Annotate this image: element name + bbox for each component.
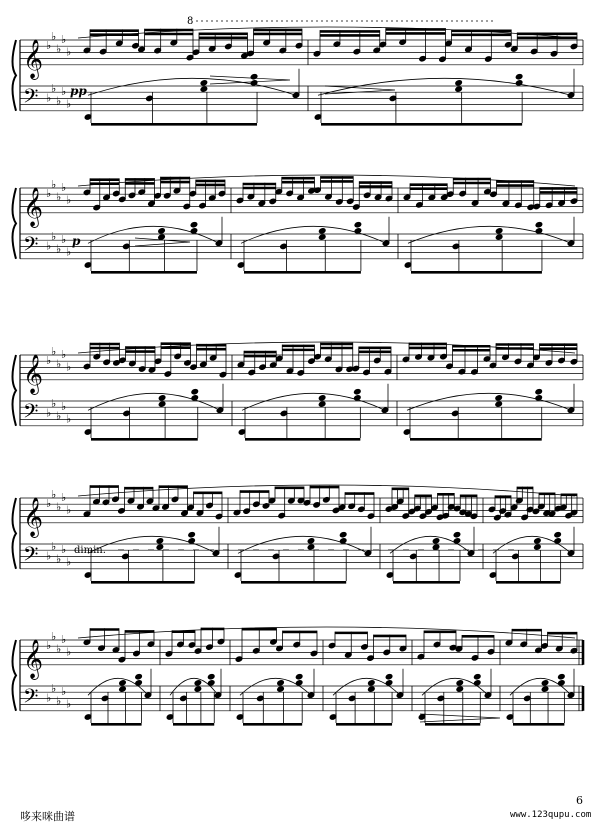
note-head — [119, 686, 127, 693]
note-beam — [243, 187, 276, 190]
note-head — [119, 680, 127, 687]
note-head — [200, 80, 208, 87]
note-beam — [244, 271, 361, 274]
key-signature-flat: ♭ — [51, 82, 57, 96]
note-beam — [411, 271, 542, 274]
note-beam — [540, 191, 577, 194]
note-beam — [425, 723, 480, 726]
key-signature-flat: ♭ — [51, 29, 57, 43]
note-beam — [548, 632, 578, 635]
note-head — [158, 228, 166, 235]
key-signature-flat: ♭ — [56, 357, 62, 371]
note-head — [432, 544, 440, 551]
note-head — [534, 538, 542, 545]
note-head — [368, 686, 376, 693]
note-head — [188, 531, 196, 538]
note-beam — [282, 349, 314, 352]
note-head — [534, 544, 542, 551]
note-beam — [452, 33, 512, 36]
site-url: www.123qupu.com — [510, 810, 592, 820]
key-signature-flat: ♭ — [51, 629, 57, 643]
note-head — [385, 680, 393, 687]
note-beam — [159, 485, 188, 488]
slur — [88, 226, 219, 243]
brace — [13, 640, 17, 711]
note-head — [250, 73, 258, 80]
note-beam — [194, 492, 223, 495]
note-beam — [392, 487, 409, 490]
dynamic-piano: p — [72, 234, 81, 248]
dynamic-pianissimo: pp — [70, 84, 87, 98]
slur — [88, 78, 296, 95]
key-signature-flat: ♭ — [46, 239, 52, 253]
note-head — [495, 395, 503, 402]
note-beam — [91, 581, 195, 584]
ottava-mark: 8 — [187, 16, 194, 27]
note-head — [495, 401, 503, 408]
note-head — [207, 680, 215, 687]
note-beam — [173, 723, 214, 726]
brace — [13, 40, 17, 111]
note-beam — [321, 176, 354, 179]
key-signature-flat: ♭ — [66, 97, 72, 111]
key-signature-flat: ♭ — [46, 691, 52, 705]
key-signature-flat: ♭ — [61, 33, 67, 46]
note-beam — [320, 34, 380, 37]
note-head — [455, 86, 463, 93]
note-beam — [199, 33, 248, 36]
note-head — [207, 673, 215, 680]
key-signature-flat: ♭ — [51, 397, 57, 411]
note-head — [368, 680, 376, 687]
note-beam — [359, 351, 391, 354]
slur — [318, 78, 571, 95]
note-beam — [359, 347, 391, 350]
note-head — [135, 673, 143, 680]
note-head — [194, 686, 202, 693]
note-beam — [282, 177, 315, 180]
note-head — [194, 680, 202, 687]
key-signature-flat: ♭ — [66, 697, 72, 711]
note-beam — [410, 187, 447, 190]
note-beam — [254, 33, 303, 36]
note-head — [200, 86, 208, 93]
note-beam — [359, 181, 392, 184]
note-head — [473, 673, 481, 680]
note-beam — [335, 632, 368, 635]
note-beam — [91, 723, 142, 726]
note-beam — [393, 581, 460, 584]
note-beam — [453, 182, 490, 185]
note-head — [191, 388, 199, 395]
note-head — [495, 234, 503, 241]
note-beam — [320, 30, 380, 33]
note-beam — [512, 629, 542, 632]
key-signature-flat: ♭ — [46, 187, 52, 201]
decrescendo-hairpin — [325, 86, 395, 94]
note-head — [455, 80, 463, 87]
key-signature-flat: ♭ — [61, 233, 67, 247]
note-beam — [282, 345, 314, 348]
note-beam — [90, 178, 119, 181]
note-beam — [275, 487, 304, 490]
key-signature-flat: ♭ — [56, 242, 62, 256]
key-signature-flat: ♭ — [61, 491, 67, 504]
diminuendo-text: dimin. — [74, 545, 106, 556]
note-head — [135, 680, 143, 687]
treble-clef-icon: 𝄞 — [23, 638, 44, 679]
note-head — [456, 680, 464, 687]
note-beam — [496, 343, 534, 346]
key-signature-flat: ♭ — [51, 487, 57, 501]
key-signature-flat: ♭ — [46, 39, 52, 53]
note-head — [156, 538, 164, 545]
key-signature-flat: ♭ — [66, 45, 72, 59]
slur — [407, 393, 571, 410]
key-signature-flat: ♭ — [61, 400, 67, 414]
note-head — [515, 80, 523, 87]
note-head — [385, 673, 393, 680]
treble-clef-icon: 𝄞 — [23, 38, 44, 79]
slur — [241, 226, 386, 243]
note-beam — [540, 187, 577, 190]
note-beam — [199, 37, 248, 40]
key-signature-flat: ♭ — [66, 360, 72, 374]
note-head — [473, 680, 481, 687]
note-beam — [336, 723, 392, 726]
key-signature-flat: ♭ — [66, 193, 72, 207]
key-signature-flat: ♭ — [61, 543, 67, 557]
treble-clef-icon: 𝄞 — [23, 496, 44, 537]
note-beam — [91, 123, 257, 126]
note-beam — [496, 581, 561, 584]
key-signature-flat: ♭ — [51, 344, 57, 358]
key-signature-flat: ♭ — [66, 645, 72, 659]
note-head — [158, 234, 166, 241]
note-beam — [495, 495, 511, 498]
brace — [13, 188, 17, 259]
key-signature-flat: ♭ — [46, 354, 52, 368]
note-head — [541, 680, 549, 687]
key-signature-flat: ♭ — [66, 412, 72, 426]
key-signature-flat: ♭ — [51, 177, 57, 191]
note-beam — [540, 347, 578, 350]
key-signature-flat: ♭ — [61, 181, 67, 194]
note-head — [318, 395, 326, 402]
note-beam — [243, 183, 276, 186]
note-beam — [374, 635, 407, 638]
note-beam — [244, 355, 276, 358]
key-signature-flat: ♭ — [56, 190, 62, 204]
key-signature-flat: ♭ — [56, 694, 62, 708]
key-signature-flat: ♭ — [56, 409, 62, 423]
note-head — [554, 531, 562, 538]
note-head — [158, 395, 166, 402]
note-beam — [410, 438, 542, 441]
note-beam — [283, 631, 318, 634]
bass-clef-icon: 𝄢 — [23, 684, 39, 713]
key-signature-flat: ♭ — [61, 633, 67, 646]
slur — [408, 226, 571, 243]
bass-clef-icon: 𝄢 — [23, 399, 39, 428]
note-beam — [321, 123, 522, 126]
note-beam — [197, 348, 227, 351]
note-beam — [386, 32, 446, 35]
note-beam — [415, 495, 432, 498]
note-beam — [145, 33, 194, 36]
note-beam — [410, 183, 447, 186]
note-beam — [161, 181, 190, 184]
note-beam — [424, 631, 456, 634]
key-signature-flat: ♭ — [56, 642, 62, 656]
key-signature-flat: ♭ — [46, 91, 52, 105]
slur — [242, 393, 385, 410]
note-head — [535, 221, 543, 228]
note-beam — [409, 347, 447, 350]
note-head — [495, 228, 503, 235]
note-beam — [460, 494, 477, 497]
treble-clef-icon: 𝄞 — [23, 353, 44, 394]
note-beam — [243, 723, 302, 726]
note-head — [535, 388, 543, 395]
note-beam — [282, 181, 315, 184]
key-signature-flat: ♭ — [56, 552, 62, 566]
note-beam — [517, 487, 533, 490]
key-signature-flat: ♭ — [66, 245, 72, 259]
note-beam — [254, 29, 303, 32]
key-signature-flat: ♭ — [46, 406, 52, 420]
note-beam — [321, 343, 353, 346]
note-head — [156, 544, 164, 551]
note-beam — [513, 723, 564, 726]
note-head — [295, 680, 303, 687]
note-beam — [321, 180, 354, 183]
note-beam — [90, 29, 139, 32]
key-signature-flat: ♭ — [51, 230, 57, 244]
note-head — [318, 234, 326, 241]
note-beam — [453, 349, 491, 352]
note-head — [158, 401, 166, 408]
note-head — [307, 538, 315, 545]
key-signature-flat: ♭ — [51, 540, 57, 554]
note-head — [307, 544, 315, 551]
note-beam — [90, 628, 119, 631]
note-head — [456, 686, 464, 693]
note-head — [277, 686, 285, 693]
note-head — [295, 673, 303, 680]
bass-clef-icon: 𝄢 — [23, 84, 39, 113]
note-beam — [540, 343, 578, 346]
note-beam — [438, 493, 455, 496]
site-name: 哆来咪曲谱 — [20, 810, 75, 823]
note-beam — [240, 490, 269, 493]
slur — [88, 393, 220, 410]
note-beam — [345, 492, 374, 495]
note-beam — [126, 350, 156, 353]
note-head — [277, 680, 285, 687]
decrescendo-hairpin — [420, 714, 500, 722]
note-head — [318, 401, 326, 408]
note-head — [453, 531, 461, 538]
note-beam — [90, 347, 120, 350]
slur — [88, 536, 216, 553]
key-signature-flat: ♭ — [66, 503, 72, 517]
key-signature-flat: ♭ — [61, 348, 67, 361]
note-beam — [462, 635, 494, 638]
key-signature-flat: ♭ — [66, 555, 72, 569]
note-head — [190, 221, 198, 228]
slur — [78, 627, 575, 638]
note-beam — [244, 351, 276, 354]
note-head — [558, 673, 566, 680]
note-beam — [359, 185, 392, 188]
note-head — [558, 680, 566, 687]
note-beam — [196, 184, 225, 187]
key-signature-flat: ♭ — [61, 685, 67, 699]
note-beam — [497, 184, 534, 187]
key-signature-flat: ♭ — [61, 85, 67, 99]
note-beam — [321, 347, 353, 350]
note-beam — [310, 486, 339, 489]
note-head — [554, 538, 562, 545]
note-beam — [245, 438, 360, 441]
note-beam — [91, 438, 198, 441]
note-head — [354, 388, 362, 395]
note-beam — [91, 271, 197, 274]
page-number: 6 — [576, 794, 583, 807]
note-beam — [161, 342, 191, 345]
slur — [238, 536, 368, 553]
note-head — [318, 228, 326, 235]
note-beam — [125, 182, 154, 185]
note-beam — [241, 581, 346, 584]
brace — [13, 355, 17, 426]
brace — [13, 498, 17, 569]
key-signature-flat: ♭ — [51, 682, 57, 696]
key-signature-flat: ♭ — [46, 549, 52, 563]
note-beam — [90, 343, 120, 346]
key-signature-flat: ♭ — [46, 639, 52, 653]
key-signature-flat: ♭ — [56, 500, 62, 514]
note-beam — [125, 487, 154, 490]
bass-clef-icon: 𝄢 — [23, 232, 39, 261]
treble-clef-icon: 𝄞 — [23, 186, 44, 227]
key-signature-flat: ♭ — [56, 94, 62, 108]
note-head — [354, 221, 362, 228]
note-beam — [196, 180, 225, 183]
note-head — [339, 531, 347, 538]
key-signature-flat: ♭ — [56, 42, 62, 56]
note-head — [541, 686, 549, 693]
bass-clef-icon: 𝄢 — [23, 542, 39, 571]
note-head — [515, 73, 523, 80]
key-signature-flat: ♭ — [46, 497, 52, 511]
note-beam — [90, 485, 119, 488]
note-head — [432, 538, 440, 545]
